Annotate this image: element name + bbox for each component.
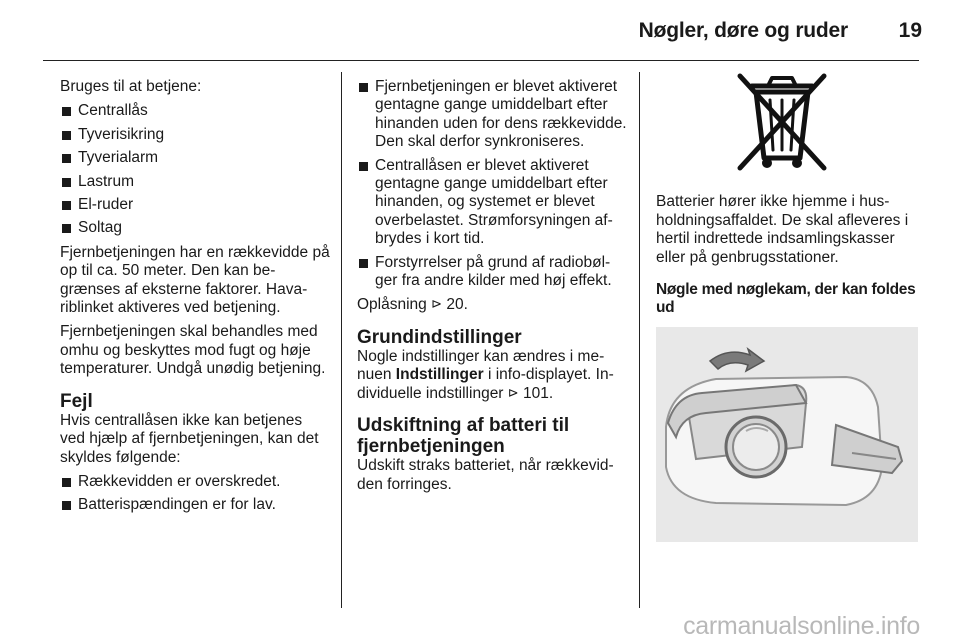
settings-ref-link[interactable]: 101.	[523, 384, 554, 402]
header-divider	[43, 60, 919, 61]
folding-key-illustration	[656, 327, 926, 547]
list-item: Soltag	[60, 219, 330, 237]
fault-causes-list	[60, 473, 330, 515]
column-divider-2	[639, 72, 640, 608]
page-ref-arrow-icon: ⊳	[431, 296, 443, 312]
list-item: Tyverisikring	[60, 126, 330, 144]
list-item: Rækkevidden er overskredet.	[60, 473, 330, 491]
column-2	[357, 78, 627, 500]
battery-paragraph: Udskift straks batteriet, når rækkevidden forringes.	[357, 457, 614, 493]
crossed-bin-icon	[734, 72, 926, 181]
column-1	[60, 78, 330, 521]
page-ref-arrow-icon: ⊳	[507, 384, 519, 400]
page-number: 19	[898, 19, 922, 42]
basic-settings-paragraph	[357, 348, 627, 403]
list-item: Centrallås	[60, 102, 330, 120]
list-item: Fjernbetjeningen er blevet aktiveret gentagne gange umiddelbart efter hinanden uden for dens rækkevidde. Den skal derfor synkroniseres.	[357, 78, 627, 152]
unlock-label: Oplåsning	[357, 296, 427, 314]
folding-key-heading: Nøgle med nøglekam, der kan foldes ud	[656, 281, 916, 317]
fault-paragraph: Hvis centrallåsen ikke kan betjenes ved hjælp af fjernbetjeningen, kan det skyldes følgende:	[60, 411, 319, 466]
disposal-paragraph: Batterier hører ikke hjemme i husholdningsaffaldet. De skal afleveres i hertil indrettede indsamlingskasser eller på genbrugsstationer.	[656, 193, 909, 266]
battery-heading: Udskiftning af batteri til fjernbetjeningen	[357, 415, 570, 458]
intro-text: Bruges til at betjene:	[60, 78, 202, 95]
list-item: Batterispændingen er for lav.	[60, 496, 330, 514]
list-item: El-ruder	[60, 196, 330, 214]
care-paragraph: Fjernbetjeningen skal behandles med omhu og beskyttes mod fugt og høje temperaturer. Undgå unødig betjening.	[60, 323, 326, 378]
fault-heading: Fejl	[60, 390, 93, 412]
column-divider-1	[341, 72, 342, 608]
basic-text-part-2: i info-displayet. Individuelle indstillinger	[357, 366, 614, 402]
basic-text-part-1: Nogle indstillinger kan ændres i menuen	[357, 347, 605, 384]
range-paragraph: Fjernbetjeningen har en rækkevidde på op til ca. 50 meter. Den kan begrænses af eksterne faktorer. Havariblinket aktiveres ved betjening.	[60, 243, 330, 317]
list-item: Centrallåsen er blevet aktiveret gentagne gange umiddelbart efter hinanden, og systemet er blevet overbelastet. Strømforsyningen afbrydes i kort tid.	[357, 157, 627, 249]
list-item: Lastrum	[60, 173, 330, 191]
uses-list	[60, 102, 330, 237]
unlock-reference	[357, 296, 627, 314]
list-item: Forstyrrelser på grund af radiobølger fra andre kilder med høj effekt.	[357, 254, 627, 291]
basic-settings-heading: Grundindstillinger	[357, 326, 522, 348]
column-3	[656, 78, 926, 547]
list-item: Tyverialarm	[60, 149, 330, 167]
page-title: Nøgler, døre og ruder	[638, 19, 848, 42]
watermark: carmanualsonline.info	[683, 612, 920, 640]
more-causes-list	[357, 78, 627, 290]
unlock-ref-link[interactable]: 20.	[446, 296, 468, 314]
settings-menu-name: Indstillinger	[395, 366, 484, 384]
